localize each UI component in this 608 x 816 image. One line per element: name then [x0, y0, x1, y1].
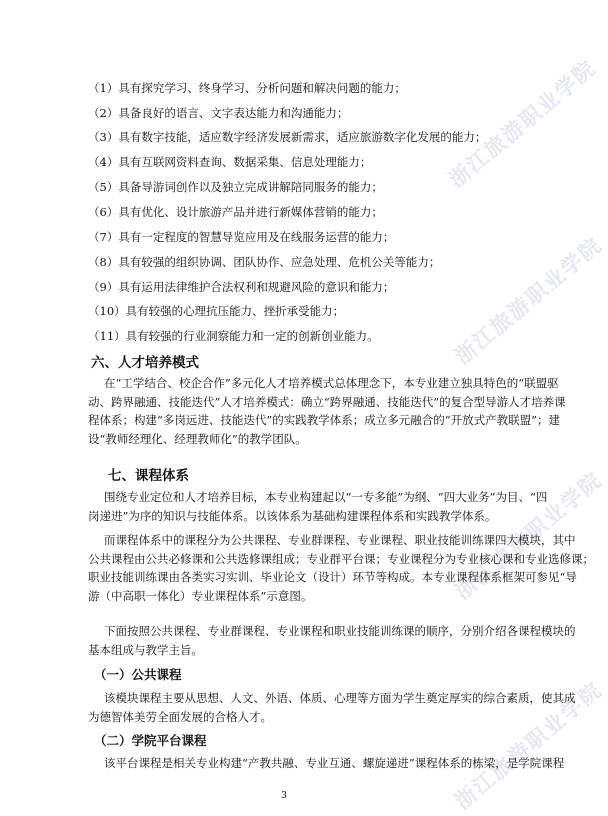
section-heading: 六、人才培养模式 [91, 355, 199, 371]
text-line: 基本组成与教学主旨。 [88, 642, 203, 657]
list-item: （2）具备良好的语言、文字表达能力和沟通能力； [88, 106, 349, 120]
list-item: （7）具有一定程度的智慧导览应用及在线服务运营的能力； [88, 230, 395, 244]
text-line: 游（中高职一体化）专业课程体系”示意图。 [88, 588, 313, 603]
list-item: （9）具有运用法律维护合法权利和规避风险的意识和能力； [88, 280, 395, 294]
list-item: （8）具有较强的组织协调、团队协作、应急处理、危机公关等能力； [88, 255, 441, 269]
text-line: 该平台课程是相关专业构建“产教共融、专业互通、螺旋递进”课程体系的栋梁，是学院课程 [104, 756, 565, 770]
watermark: 浙江旅游职业学院 [449, 466, 607, 605]
list-item: （5）具备导游词创作以及独立完成讲解陪同服务的能力； [88, 180, 383, 194]
text-line: 设“教师经理化、经理教师化”的教学团队。 [88, 431, 307, 446]
list-item: （6）具有优化、设计旅游产品并进行新媒体营销的能力； [88, 205, 383, 219]
watermark: 浙江旅游职业学院 [449, 676, 607, 815]
watermark: 浙江旅游职业学院 [443, 54, 601, 193]
text-line: 该模块课程主要从思想、人文、外语、体质、心理等方面为学生奠定厚实的综合素质，使其成 [104, 691, 576, 705]
paragraph [88, 622, 576, 659]
list-item: （4）具有互联网资料查询、数据采集、信息处理能力； [88, 155, 372, 169]
list-item: （11）具有较强的行业洞察能力和一定的创新创业能力。 [88, 329, 379, 343]
list-item: （3）具有数字技能，适应数字经济发展新需求，适应旅游数字化发展的能力； [88, 130, 487, 144]
text-line: 公共课程由公共必修课和公共选修课组成；专业群平台课；专业课程分为专业核心课和专业选修课； [88, 551, 594, 566]
text-line: 程体系；构建“多岗远进、技能迭代”的实践教学体系；成立多元融合的“开放式产教联盟”；建 [88, 413, 561, 427]
subsection-heading: （一）公共课程 [94, 667, 182, 682]
subsection-heading: （二）学院平台课程 [94, 733, 207, 748]
paragraph [88, 488, 548, 525]
text-line: 动、跨界融通、技能迭代”人才培养模式：确立“跨界融通、技能迭代”的复合型导游人才培养课 [88, 394, 566, 409]
text-line: 而课程体系中的课程分为公共课程、专业群课程、专业课程、职业技能训练课四大模块，其中 [104, 533, 576, 547]
paragraph [88, 374, 566, 448]
text-line: 下面按照公共课程、专业群课程、专业课程和职业技能训练课的顺序，分别介绍各课程模块的 [104, 624, 576, 638]
list-item: （10）具有较强的心理抗压能力、挫折承受能力； [88, 304, 345, 318]
watermark: 浙江旅游职业学院 [449, 231, 607, 370]
text-line: 在“工学结合、校企合作”多元化人才培养模式总体理念下，本专业建立独具特色的“联盟驱 [104, 376, 559, 390]
text-line: 职业技能训练课由各类实习实训、毕业论文（设计）环节等构成。本专业课程体系框架可参见“导 [88, 570, 577, 584]
text-line: 围绕专业定位和人才培养目标，本专业构建起以“一专多能”为纲、“四大业务”为目、“四 [104, 490, 548, 504]
paragraph [88, 689, 576, 726]
text-line: 岗递进”为序的知识与技能体系。以该体系为基础构建课程体系和实践教学体系。 [88, 508, 497, 523]
text-line: 为德智体美劳全面发展的合格人才。 [88, 709, 272, 724]
list-item: （1）具有探究学习、终身学习、分析问题和解决问题的能力； [88, 81, 406, 95]
page-number: 3 [281, 790, 288, 801]
paragraph [88, 531, 594, 605]
section-heading: 七、课程体系 [108, 468, 189, 484]
paragraph [88, 754, 565, 773]
